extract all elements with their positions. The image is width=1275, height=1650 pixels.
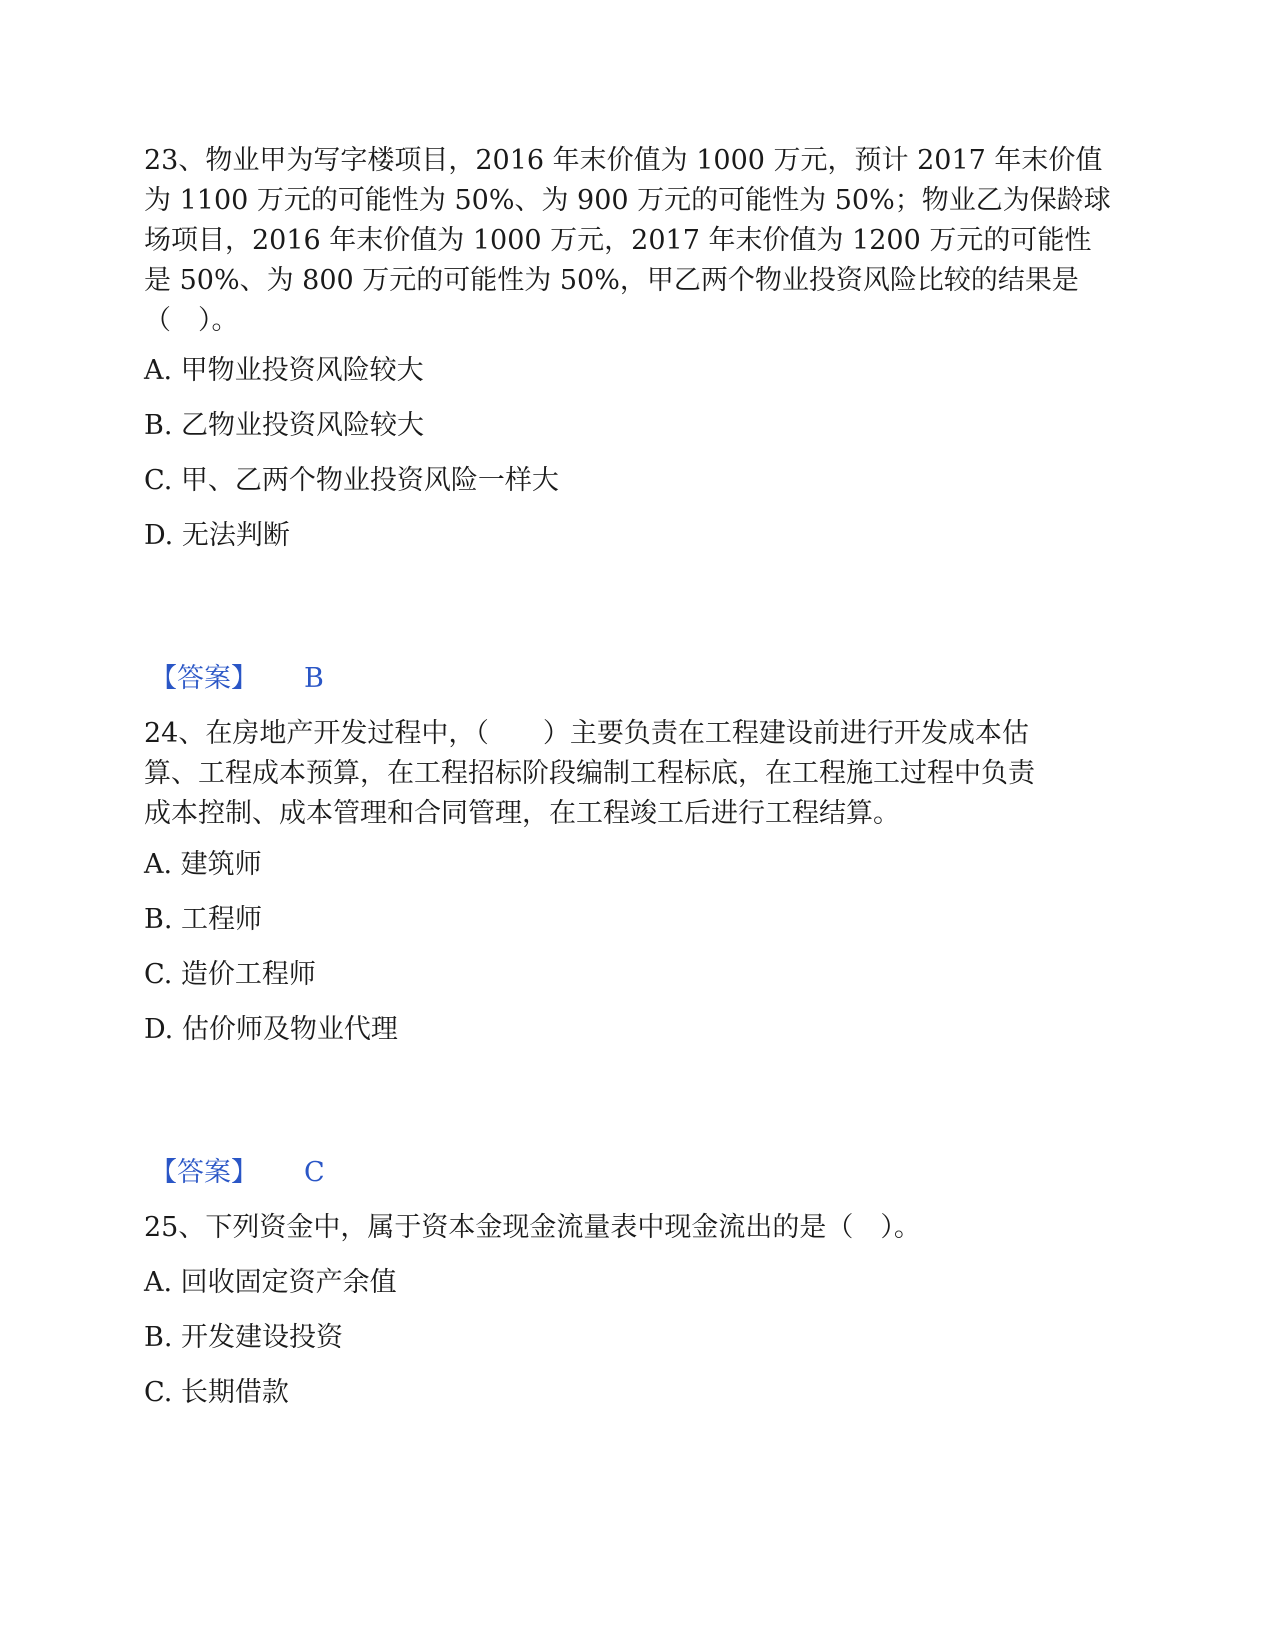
question-25-option-c: C. 长期借款 [144,1377,289,1408]
stem-line: 24、在房地产开发过程中，（ ）主要负责在工程建设前进行开发成本估 [144,718,1029,749]
question-25-option-b: B. 开发建设投资 [144,1322,344,1353]
answer-value: B [304,663,324,694]
stem-line: 场项目，2016 年末价值为 1000 万元，2017 年末价值为 1200 万元的可能性 [144,225,1092,256]
question-25-stem [144,1208,1119,1248]
question-24-option-a: A. 建筑师 [144,849,262,880]
answer-label: 【答案】 [150,1157,258,1188]
stem-line: 成本控制、成本管理和合同管理，在工程竣工后进行工程结算。 [144,798,900,829]
stem-line: 算、工程成本预算，在工程招标阶段编制工程标底，在工程施工过程中负责 [144,758,1035,789]
stem-line: 25、下列资金中，属于资本金现金流量表中现金流出的是（ ）。 [144,1212,921,1243]
stem-line: （ ）。 [144,305,239,336]
question-23-stem [144,141,1119,341]
question-25-option-a: A. 回收固定资产余值 [144,1267,397,1298]
question-23-option-d: D. 无法判断 [144,520,290,551]
question-23-answer [150,662,324,696]
question-24-option-d: D. 估价师及物业代理 [144,1014,398,1045]
stem-line: 是 50%、为 800 万元的可能性为 50%，甲乙两个物业投资风险比较的结果是 [144,265,1079,296]
question-24-stem [144,714,1119,834]
stem-line: 为 1100 万元的可能性为 50%、为 900 万元的可能性为 50%；物业乙为保龄球 [144,185,1111,216]
question-23-option-c: C. 甲、乙两个物业投资风险一样大 [144,465,559,496]
question-23-option-b: B. 乙物业投资风险较大 [144,410,425,441]
question-23-option-a: A. 甲物业投资风险较大 [144,355,424,386]
stem-line: 23、物业甲为写字楼项目，2016 年末价值为 1000 万元，预计 2017 年末价值 [144,145,1103,176]
question-24-option-c: C. 造价工程师 [144,959,316,990]
question-24-option-b: B. 工程师 [144,904,263,935]
answer-label: 【答案】 [150,663,258,694]
answer-value: C [304,1157,325,1188]
question-24-answer [150,1156,325,1190]
